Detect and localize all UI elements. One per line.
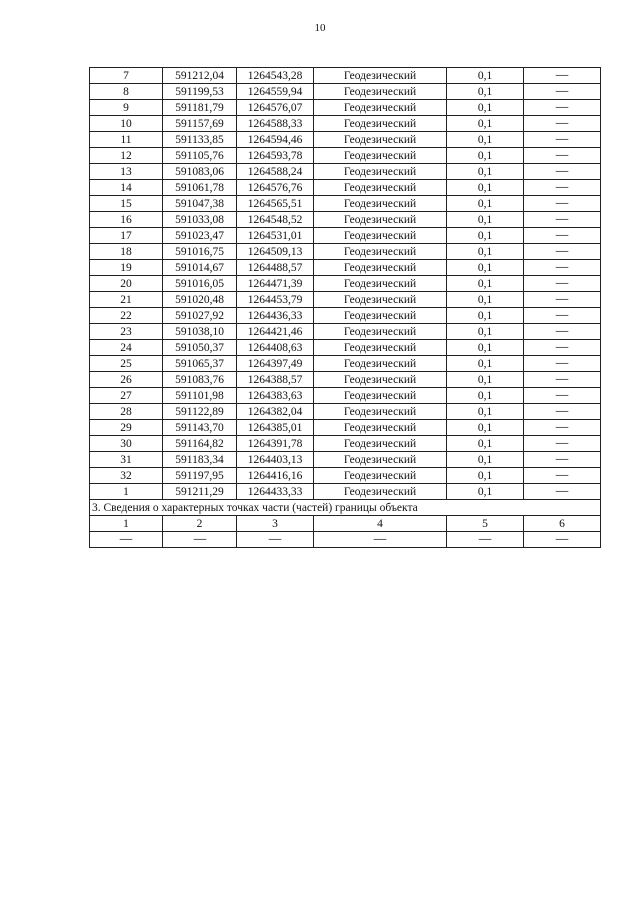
x-coordinate-cell: 591157,69 [163,116,237,132]
section3-col-number: 4 [314,516,447,532]
table-row [90,164,601,180]
point-number-cell: 24 [90,340,163,356]
accuracy-cell: 0,1 [447,100,524,116]
accuracy-cell: 0,1 [447,68,524,84]
section3-col-number: 6 [524,516,601,532]
accuracy-cell: 0,1 [447,372,524,388]
section3-col-number: 3 [237,516,314,532]
accuracy-cell: 0,1 [447,244,524,260]
y-coordinate-cell: 1264471,39 [237,276,314,292]
table-row [90,180,601,196]
note-cell [524,484,601,500]
method-cell: Геодезический [314,116,447,132]
point-number-cell: 25 [90,356,163,372]
accuracy-cell: 0,1 [447,132,524,148]
section3-empty-cell [524,532,601,548]
dash-mark: — [555,342,569,353]
boundary-points-body [90,68,601,500]
note-cell [524,356,601,372]
method-cell: Геодезический [314,292,447,308]
accuracy-cell: 0,1 [447,148,524,164]
point-number-cell: 22 [90,308,163,324]
point-number-cell: 29 [90,420,163,436]
method-cell: Геодезический [314,212,447,228]
y-coordinate-cell: 1264565,51 [237,196,314,212]
table-row [90,388,601,404]
dash-mark: — [555,134,569,145]
x-coordinate-cell: 591061,78 [163,180,237,196]
note-cell [524,260,601,276]
table-row [90,84,601,100]
note-cell [524,388,601,404]
x-coordinate-cell: 591101,98 [163,388,237,404]
method-cell: Геодезический [314,180,447,196]
table-row [90,148,601,164]
point-number-cell: 13 [90,164,163,180]
method-cell: Геодезический [314,404,447,420]
x-coordinate-cell: 591016,75 [163,244,237,260]
y-coordinate-cell: 1264385,01 [237,420,314,436]
note-cell [524,148,601,164]
method-cell: Геодезический [314,420,447,436]
y-coordinate-cell: 1264594,46 [237,132,314,148]
point-number-cell: 18 [90,244,163,260]
y-coordinate-cell: 1264388,57 [237,372,314,388]
accuracy-cell: 0,1 [447,164,524,180]
table-row [90,228,601,244]
table-row [90,196,601,212]
point-number-cell: 12 [90,148,163,164]
accuracy-cell: 0,1 [447,468,524,484]
y-coordinate-cell: 1264436,33 [237,308,314,324]
x-coordinate-cell: 591122,89 [163,404,237,420]
table-row [90,292,601,308]
accuracy-cell: 0,1 [447,180,524,196]
method-cell: Геодезический [314,228,447,244]
y-coordinate-cell: 1264531,01 [237,228,314,244]
note-cell [524,420,601,436]
point-number-cell: 1 [90,484,163,500]
accuracy-cell: 0,1 [447,404,524,420]
y-coordinate-cell: 1264559,94 [237,84,314,100]
x-coordinate-cell: 591083,76 [163,372,237,388]
y-coordinate-cell: 1264576,76 [237,180,314,196]
table-row [90,436,601,452]
x-coordinate-cell: 591027,92 [163,308,237,324]
dash-mark: — [555,86,569,97]
point-number-cell: 9 [90,100,163,116]
y-coordinate-cell: 1264548,52 [237,212,314,228]
accuracy-cell: 0,1 [447,196,524,212]
y-coordinate-cell: 1264588,33 [237,116,314,132]
method-cell: Геодезический [314,468,447,484]
section3-empty-row [90,532,601,548]
table-row [90,324,601,340]
boundary-points-table [89,67,601,548]
dash-mark: — [555,470,569,481]
table-row [90,452,601,468]
point-number-cell: 23 [90,324,163,340]
table-row [90,372,601,388]
point-number-cell: 31 [90,452,163,468]
point-number-cell: 30 [90,436,163,452]
point-number-cell: 28 [90,404,163,420]
method-cell: Геодезический [314,436,447,452]
dash-mark: — [555,294,569,305]
table-row [90,100,601,116]
method-cell: Геодезический [314,100,447,116]
note-cell [524,164,601,180]
section3-empty-cell [314,532,447,548]
table-row [90,260,601,276]
point-number-cell: 20 [90,276,163,292]
dash-mark: — [555,310,569,321]
note-cell [524,468,601,484]
point-number-cell: 8 [90,84,163,100]
point-number-cell: 21 [90,292,163,308]
accuracy-cell: 0,1 [447,260,524,276]
note-cell [524,244,601,260]
method-cell: Геодезический [314,148,447,164]
x-coordinate-cell: 591211,29 [163,484,237,500]
dash-mark: — [555,358,569,369]
table-row [90,484,601,500]
method-cell: Геодезический [314,244,447,260]
x-coordinate-cell: 591020,48 [163,292,237,308]
accuracy-cell: 0,1 [447,84,524,100]
x-coordinate-cell: 591038,10 [163,324,237,340]
x-coordinate-cell: 591212,04 [163,68,237,84]
note-cell [524,276,601,292]
method-cell: Геодезический [314,132,447,148]
accuracy-cell: 0,1 [447,388,524,404]
note-cell [524,180,601,196]
table-row [90,132,601,148]
point-number-cell: 15 [90,196,163,212]
method-cell: Геодезический [314,324,447,340]
section3-body [90,500,601,548]
dash-mark: — [555,230,569,241]
y-coordinate-cell: 1264416,16 [237,468,314,484]
point-number-cell: 32 [90,468,163,484]
y-coordinate-cell: 1264383,63 [237,388,314,404]
section3-column-numbers-row [90,516,601,532]
note-cell [524,100,601,116]
note-cell [524,132,601,148]
method-cell: Геодезический [314,260,447,276]
dash-mark: — [555,214,569,225]
method-cell: Геодезический [314,276,447,292]
dash-mark: — [555,278,569,289]
note-cell [524,196,601,212]
section3-col-number: 1 [90,516,163,532]
accuracy-cell: 0,1 [447,356,524,372]
note-cell [524,308,601,324]
x-coordinate-cell: 591047,38 [163,196,237,212]
dash-mark: — [555,118,569,129]
note-cell [524,68,601,84]
table-row [90,212,601,228]
x-coordinate-cell: 591199,53 [163,84,237,100]
x-coordinate-cell: 591164,82 [163,436,237,452]
dash-mark: — [555,262,569,273]
dash-mark: — [555,422,569,433]
note-cell [524,404,601,420]
x-coordinate-cell: 591023,47 [163,228,237,244]
dash-mark: — [555,390,569,401]
y-coordinate-cell: 1264408,63 [237,340,314,356]
accuracy-cell: 0,1 [447,116,524,132]
dash-mark: — [555,70,569,81]
point-number-cell: 11 [90,132,163,148]
note-cell [524,84,601,100]
dash-mark: — [555,534,569,545]
x-coordinate-cell: 591050,37 [163,340,237,356]
accuracy-cell: 0,1 [447,228,524,244]
accuracy-cell: 0,1 [447,420,524,436]
accuracy-cell: 0,1 [447,276,524,292]
dash-mark: — [192,534,207,545]
x-coordinate-cell: 591065,37 [163,356,237,372]
method-cell: Геодезический [314,452,447,468]
dash-mark: — [555,166,569,177]
dash-mark: — [478,534,492,545]
dash-mark: — [555,374,569,385]
section3-empty-cell [237,532,314,548]
dash-mark: — [268,534,282,545]
dash-mark: — [555,486,569,497]
x-coordinate-cell: 591197,95 [163,468,237,484]
point-number-cell: 10 [90,116,163,132]
table-row [90,116,601,132]
table-row [90,276,601,292]
point-number-cell: 17 [90,228,163,244]
y-coordinate-cell: 1264453,79 [237,292,314,308]
page-number: 10 [314,22,326,34]
dash-mark: — [119,534,133,545]
dash-mark: — [555,246,569,257]
note-cell [524,372,601,388]
x-coordinate-cell: 591181,79 [163,100,237,116]
section3-empty-cell [447,532,524,548]
section3-empty-cell [163,532,237,548]
dash-mark: — [555,182,569,193]
x-coordinate-cell: 591014,67 [163,260,237,276]
method-cell: Геодезический [314,484,447,500]
method-cell: Геодезический [314,68,447,84]
accuracy-cell: 0,1 [447,292,524,308]
note-cell [524,436,601,452]
dash-mark: — [555,102,569,113]
method-cell: Геодезический [314,388,447,404]
accuracy-cell: 0,1 [447,436,524,452]
y-coordinate-cell: 1264488,57 [237,260,314,276]
x-coordinate-cell: 591083,06 [163,164,237,180]
method-cell: Геодезический [314,340,447,356]
accuracy-cell: 0,1 [447,340,524,356]
table-row [90,244,601,260]
x-coordinate-cell: 591033,08 [163,212,237,228]
accuracy-cell: 0,1 [447,484,524,500]
accuracy-cell: 0,1 [447,212,524,228]
y-coordinate-cell: 1264576,07 [237,100,314,116]
dash-mark: — [555,454,569,465]
section3-col-number: 5 [447,516,524,532]
section3-title-row [90,500,601,516]
point-number-cell: 7 [90,68,163,84]
dash-mark: — [555,198,569,209]
section3-col-number: 2 [163,516,237,532]
note-cell [524,228,601,244]
table-row [90,420,601,436]
point-number-cell: 27 [90,388,163,404]
dash-mark: — [555,406,569,417]
y-coordinate-cell: 1264543,28 [237,68,314,84]
y-coordinate-cell: 1264403,13 [237,452,314,468]
section3-empty-cell [90,532,163,548]
dash-mark: — [555,326,569,337]
note-cell [524,212,601,228]
dash-mark: — [373,534,387,545]
accuracy-cell: 0,1 [447,308,524,324]
x-coordinate-cell: 591183,34 [163,452,237,468]
dash-mark: — [555,438,569,449]
point-number-cell: 19 [90,260,163,276]
y-coordinate-cell: 1264433,33 [237,484,314,500]
table-row [90,308,601,324]
x-coordinate-cell: 591143,70 [163,420,237,436]
dash-mark: — [555,150,569,161]
x-coordinate-cell: 591105,76 [163,148,237,164]
y-coordinate-cell: 1264382,04 [237,404,314,420]
method-cell: Геодезический [314,164,447,180]
accuracy-cell: 0,1 [447,452,524,468]
x-coordinate-cell: 591133,85 [163,132,237,148]
y-coordinate-cell: 1264593,78 [237,148,314,164]
section3-title: 3. Сведения о характерных точках части (частей) границы объекта [90,500,601,516]
y-coordinate-cell: 1264397,49 [237,356,314,372]
note-cell [524,324,601,340]
note-cell [524,452,601,468]
table-row [90,404,601,420]
point-number-cell: 14 [90,180,163,196]
table-row [90,468,601,484]
point-number-cell: 16 [90,212,163,228]
note-cell [524,340,601,356]
x-coordinate-cell: 591016,05 [163,276,237,292]
table-row [90,68,601,84]
method-cell: Геодезический [314,196,447,212]
note-cell [524,116,601,132]
accuracy-cell: 0,1 [447,324,524,340]
note-cell [524,292,601,308]
method-cell: Геодезический [314,372,447,388]
point-number-cell: 26 [90,372,163,388]
y-coordinate-cell: 1264391,78 [237,436,314,452]
y-coordinate-cell: 1264588,24 [237,164,314,180]
y-coordinate-cell: 1264509,13 [237,244,314,260]
table-row [90,356,601,372]
method-cell: Геодезический [314,356,447,372]
y-coordinate-cell: 1264421,46 [237,324,314,340]
table-row [90,340,601,356]
method-cell: Геодезический [314,84,447,100]
method-cell: Геодезический [314,308,447,324]
